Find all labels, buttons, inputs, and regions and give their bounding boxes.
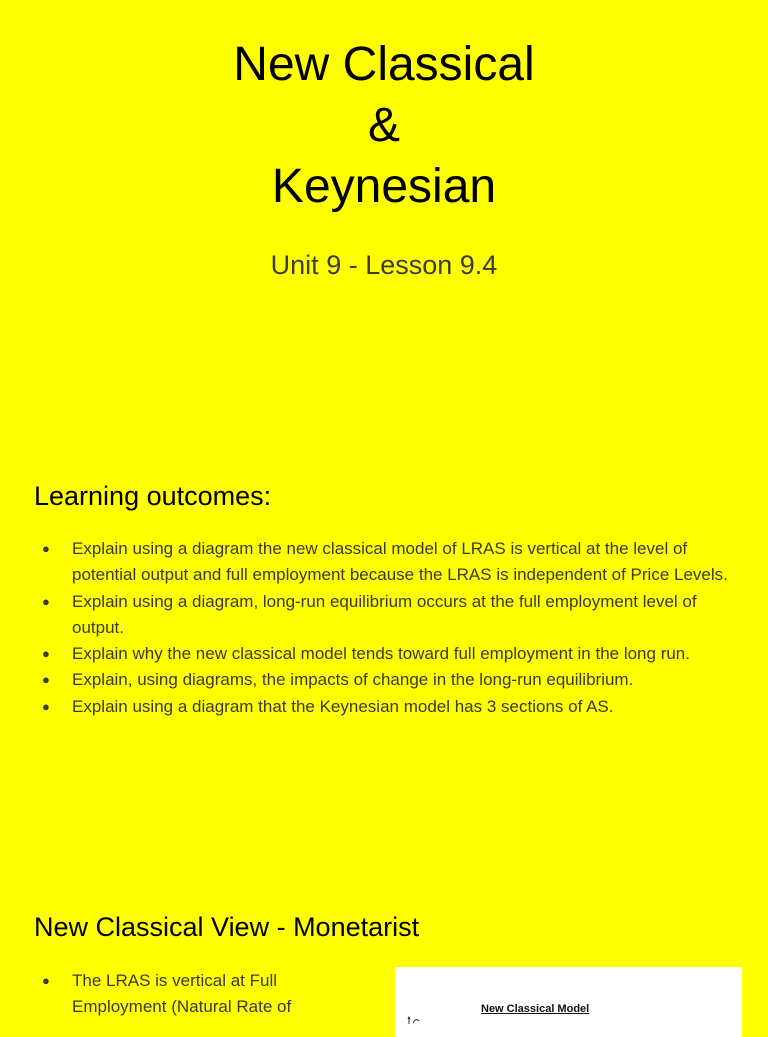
list-item bbox=[34, 667, 734, 693]
list-item-text: Explain, using diagrams, the impacts of change in the long-run equilibrium. bbox=[72, 670, 634, 690]
bullet-icon: ● bbox=[42, 646, 50, 662]
slide-title bbox=[0, 34, 768, 217]
slide-subtitle: Unit 9 - Lesson 9.4 bbox=[270, 250, 498, 280]
title-line-2: & bbox=[367, 99, 400, 152]
list-item-text: Explain using a diagram that the Keynesian model has 3 sections of AS. bbox=[72, 696, 614, 716]
bullet-icon: ● bbox=[42, 541, 50, 556]
diagram-title: New Classical Model bbox=[481, 1003, 590, 1015]
list-item-text: Explain why the new classical model tends toward full employment in the long run. bbox=[72, 644, 690, 664]
title-line-1: New Classical bbox=[233, 38, 535, 91]
list-item bbox=[34, 641, 734, 667]
list-item-text: Explain using a diagram, long-run equilibrium occurs at the full employment level of output. bbox=[72, 591, 697, 637]
bullet-icon: ● bbox=[42, 973, 50, 988]
bullet-icon: ● bbox=[42, 593, 50, 609]
title-line-3: Keynesian bbox=[271, 160, 497, 213]
list-item-text: Explain using a diagram the new classical model of LRAS is vertical at the level of potential output and full employment because the LRAS is independent of Price Levels. bbox=[72, 539, 728, 585]
list-item bbox=[34, 968, 354, 1021]
learning-outcomes-heading: Learning outcomes: bbox=[34, 481, 272, 511]
new-classical-heading: New Classical View - Monetarist bbox=[34, 912, 420, 942]
list-item bbox=[34, 536, 734, 589]
new-classical-diagram bbox=[395, 967, 742, 1037]
list-item-text: The LRAS is vertical at Full Employment (Natural Rate of bbox=[72, 971, 292, 1017]
bullet-icon: ● bbox=[42, 672, 50, 688]
learning-outcomes-list bbox=[34, 536, 734, 720]
new-classical-list bbox=[34, 968, 354, 1021]
list-item bbox=[34, 694, 734, 720]
bullet-icon: ● bbox=[42, 698, 50, 714]
list-item bbox=[34, 589, 734, 642]
